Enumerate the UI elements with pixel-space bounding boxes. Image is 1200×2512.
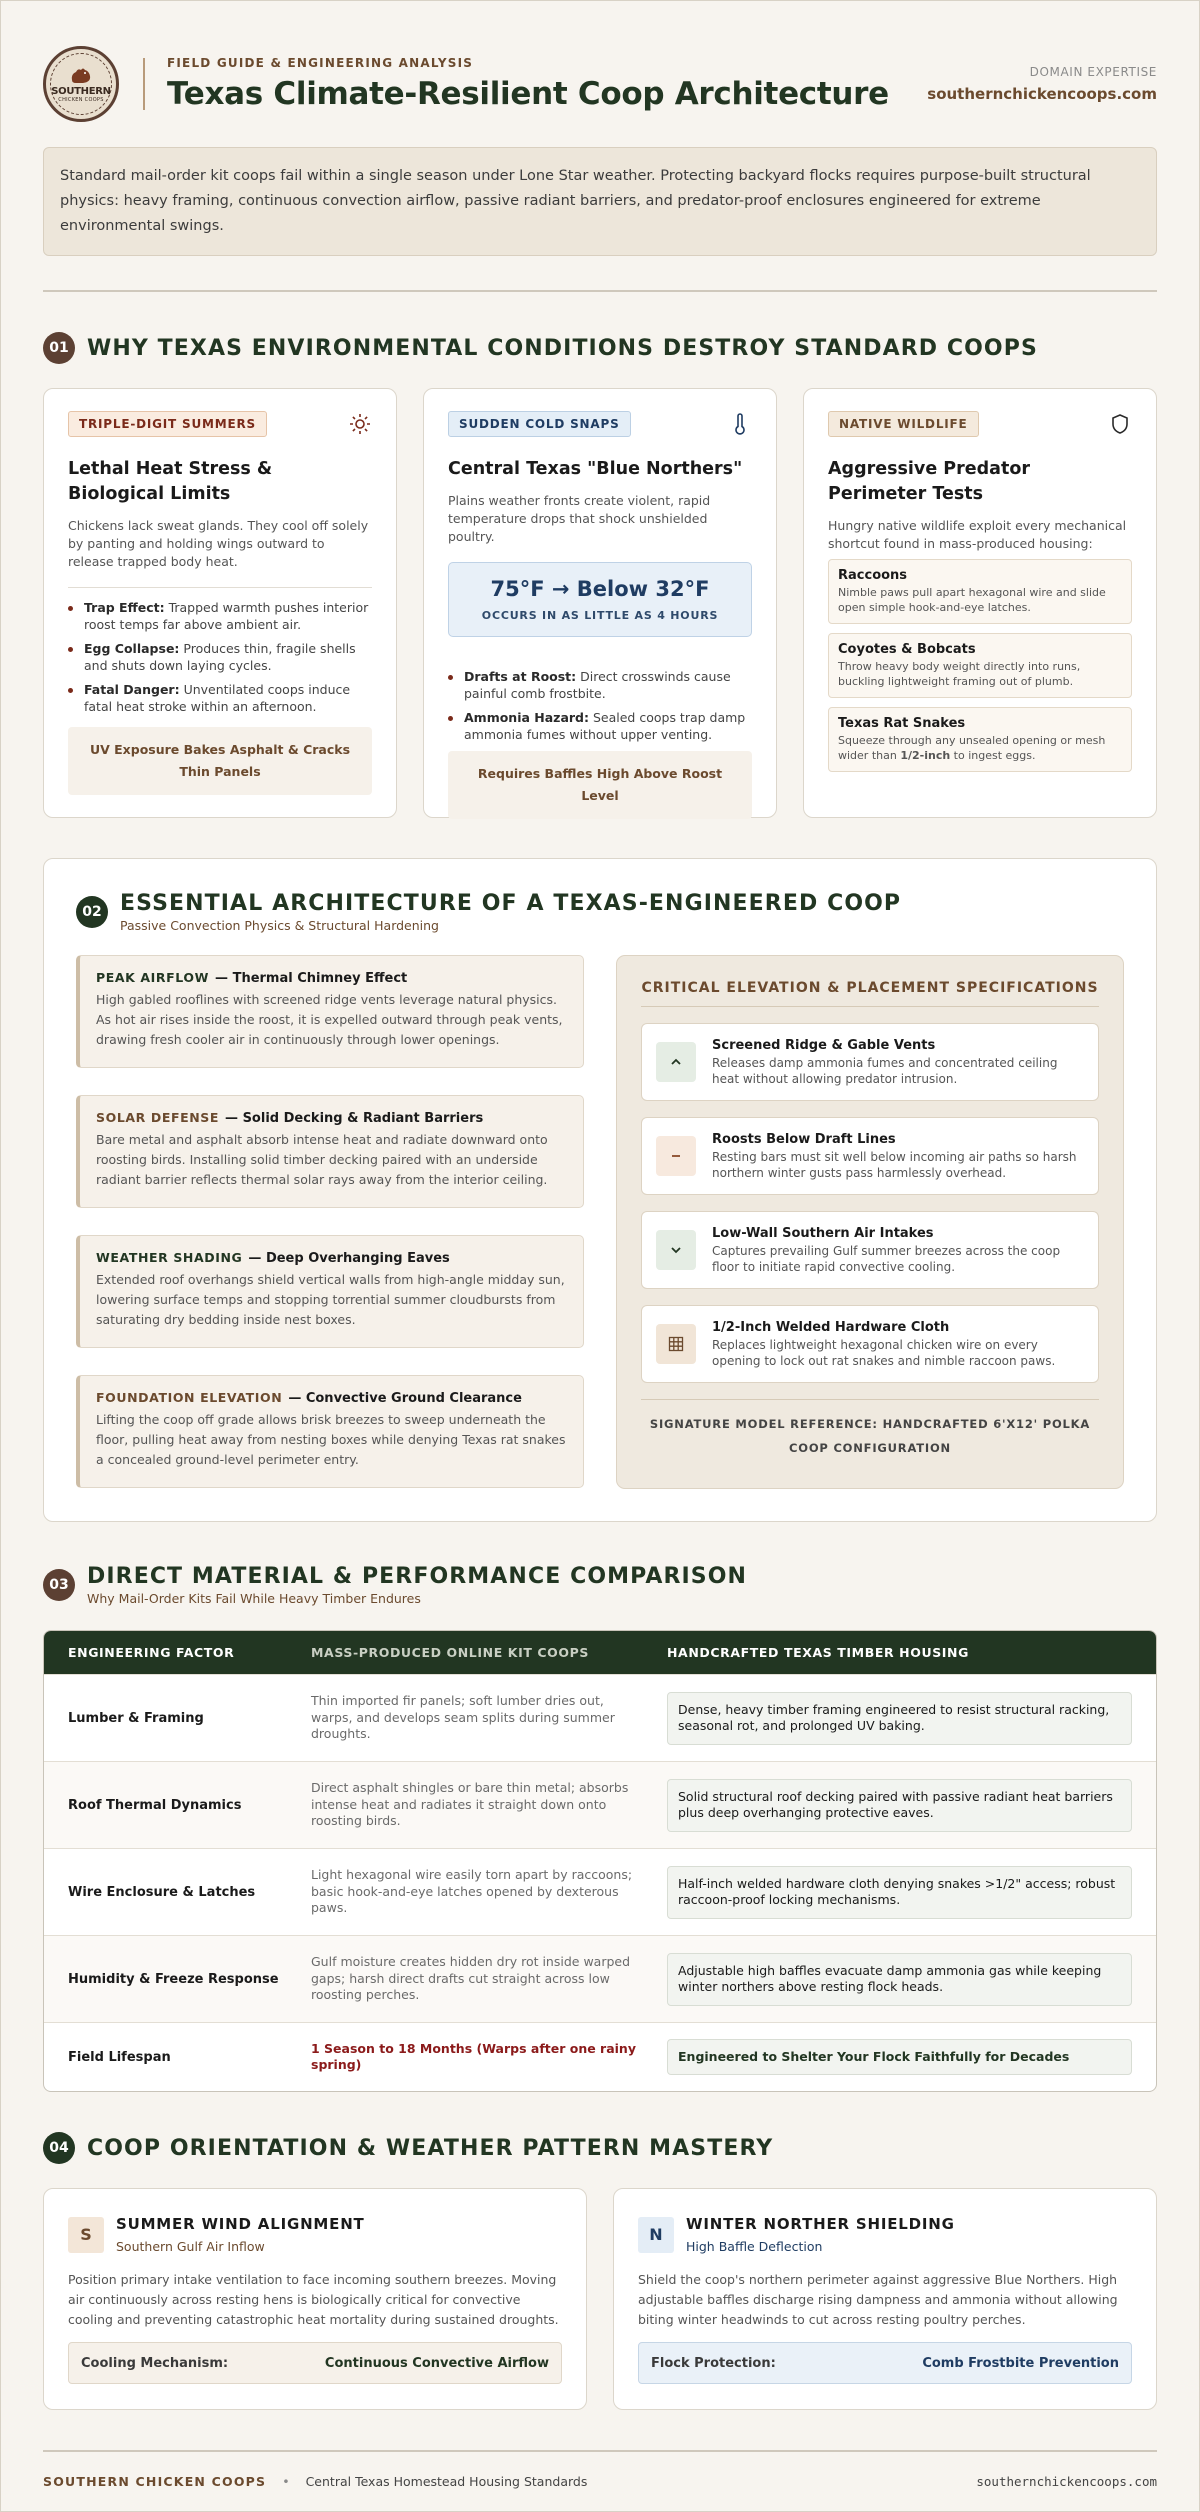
temperature-range: 75°F → Below 32°F — [490, 577, 710, 601]
heat-card — [43, 388, 397, 818]
section-number: 01 — [43, 332, 75, 364]
footer-link[interactable]: southernchickencoops.com — [976, 2474, 1157, 2489]
section-subtitle: Why Mail-Order Kits Fail While Heavy Timber Endures — [87, 1591, 421, 1606]
list-item: Drafts at Roost: Direct crosswinds cause painful comb frostbite. — [448, 669, 752, 702]
kit-cell: Direct asphalt shingles or bare thin metal; absorbs intense heat and radiates it straight down onto roosting birds. — [311, 1780, 629, 1829]
section-number: 03 — [43, 1569, 75, 1601]
timber-cell: Dense, heavy timber framing engineered to resist structural racking, seasonal rot, and prolonged UV baking. — [667, 1692, 1132, 1745]
chevron-up-icon — [656, 1042, 696, 1082]
feature-name: — Convective Ground Clearance — [288, 1391, 522, 1406]
factor-cell: Humidity & Freeze Response — [68, 1971, 279, 1987]
cold-card — [423, 388, 777, 818]
kit-cell: Thin imported fir panels; soft lumber dries out, warps, and develops seam splits during summer droughts. — [311, 1693, 615, 1742]
feature-tag: FOUNDATION ELEVATION — [96, 1390, 283, 1405]
predator-name: Texas Rat Snakes — [838, 716, 966, 731]
bar-value: Continuous Convective Airflow — [324, 2355, 549, 2371]
intro-callout: Standard mail-order kit coops fail within a single season under Lone Star weather. Protecting backyard flocks requires purpose-built structural physics: heavy framing, continuous convection airflow, passive radiant barriers, and predator-proof enclosures engineered for extreme environmental swings. — [43, 147, 1157, 256]
card-heading: Central Texas "Blue Northers" — [448, 459, 743, 479]
chevron-down-icon — [656, 1230, 696, 1270]
card-heading: WINTER NORTHER SHIELDING — [686, 2215, 955, 2233]
list-item: Fatal Danger: Unventilated coops induce fatal heat stroke within an afternoon. — [68, 682, 372, 715]
card-footer-note: UV Exposure Bakes Asphalt & Cracks Thin Panels — [68, 727, 372, 795]
spec-title: 1/2-Inch Welded Hardware Cloth — [712, 1319, 950, 1335]
conditions-cards — [43, 388, 1157, 818]
card-body: Chickens lack sweat glands. They cool off solely by panting and holding wings outward to release trapped body heat. — [68, 518, 369, 569]
factor-cell: Roof Thermal Dynamics — [68, 1797, 242, 1813]
section-title: WHY TEXAS ENVIRONMENTAL CONDITIONS DESTROY STANDARD COOPS — [87, 335, 1038, 361]
shield-icon — [1108, 412, 1132, 436]
dash-icon — [656, 1136, 696, 1176]
feature-name: — Thermal Chimney Effect — [215, 971, 408, 986]
timber-cell: Adjustable high baffles evacuate damp ammonia gas while keeping winter northers above resting flock heads. — [667, 1953, 1132, 2006]
predator-text: Throw heavy body weight directly into runs, buckling lightweight framing out of plumb. — [838, 660, 1081, 688]
section-number: 04 — [43, 2132, 75, 2164]
section-3-heading — [43, 1564, 1157, 1606]
predator-list — [828, 559, 1132, 781]
feature-tag: SOLAR DEFENSE — [96, 1110, 220, 1125]
feature-tag: WEATHER SHADING — [96, 1250, 243, 1265]
spec-title: Roosts Below Draft Lines — [712, 1131, 896, 1147]
section-2-heading — [76, 891, 1124, 933]
feature-text: Lifting the coop off grade allows brisk breezes to sweep underneath the floor, pulling heat away from nesting boxes while denying Texas rat snakes a concealed ground-level perimeter entry. — [96, 1412, 566, 1467]
spec-title: Screened Ridge & Gable Vents — [712, 1037, 936, 1053]
temperature-note: OCCURS IN AS LITTLE AS 4 HOURS — [481, 609, 719, 622]
page-title: Texas Climate-Resilient Coop Architecture — [167, 76, 889, 112]
bar-label: Flock Protection: — [651, 2355, 776, 2371]
kit-cell: Gulf moisture creates hidden dry rot inside warped gaps; harsh direct drafts cut straight across low roosting perches. — [311, 1954, 631, 2003]
card-body: Position primary intake ventilation to face incoming southern breezes. Moving air continuously across resting hens is biologically critical for convective cooling and preventing catastrophic heat mortality during sustained droughts. — [68, 2272, 559, 2327]
predator-item — [828, 559, 1132, 624]
predator-name: Coyotes & Bobcats — [838, 642, 976, 657]
list-item: Egg Collapse: Produces thin, fragile shells and shuts down laying cycles. — [68, 641, 372, 674]
feature-tag: PEAK AIRFLOW — [96, 970, 210, 985]
bar-value: Comb Frostbite Prevention — [922, 2355, 1119, 2371]
bullet-list — [68, 600, 372, 723]
table-row — [44, 1675, 1156, 1762]
domain-label: DOMAIN EXPERTISE — [1029, 65, 1157, 79]
grid-icon — [656, 1324, 696, 1364]
predator-item — [828, 707, 1132, 772]
predator-text: Squeeze through any unsealed opening or mesh wider than 1/2-inch to ingest eggs. — [838, 734, 1106, 762]
protection-bar — [638, 2342, 1132, 2384]
logo-text: SOUTHERN — [51, 85, 111, 97]
section-subtitle: Passive Convection Physics & Structural Hardening — [120, 918, 439, 933]
factor-cell: Lumber & Framing — [68, 1710, 204, 1726]
feature-card — [76, 1375, 584, 1488]
feature-name: — Solid Decking & Radiant Barriers — [225, 1111, 484, 1126]
page-footer — [43, 2474, 1157, 2489]
card-tag: SUDDEN COLD SNAPS — [448, 411, 631, 437]
feature-text: Extended roof overhangs shield vertical walls from high-angle midday sun, lowering surface temps and stopping torrential summer cloudbursts from saturating dry bedding inside nest boxes. — [96, 1272, 565, 1327]
spec-text: Replaces lightweight hexagonal chicken wire on every opening to lock out rat snakes and nimble raccoon paws. — [712, 1337, 1056, 1368]
factor-cell: Wire Enclosure & Latches — [68, 1884, 256, 1900]
brand-logo[interactable] — [43, 46, 119, 122]
card-body: Shield the coop's northern perimeter against aggressive Blue Northers. High adjustable baffles discharge rising dampness and ammonia without allowing biting winter headwinds to cut across resting poultry perches. — [638, 2272, 1118, 2327]
footer-brand: SOUTHERN CHICKEN COOPS — [43, 2474, 267, 2489]
header-eyebrow: FIELD GUIDE & ENGINEERING ANALYSIS — [167, 56, 474, 70]
divider — [43, 290, 1157, 292]
timber-cell: Half-inch welded hardware cloth denying snakes >1/2" access; robust raccoon-proof locking mechanisms. — [667, 1866, 1132, 1919]
thermometer-icon — [728, 412, 752, 436]
bar-label: Cooling Mechanism: — [81, 2355, 229, 2371]
domain-link[interactable]: southernchickencoops.com — [927, 85, 1157, 103]
architecture-section — [43, 858, 1157, 1522]
divider — [641, 1399, 1099, 1400]
card-heading: Lethal Heat Stress & Biological Limits — [68, 459, 273, 504]
section-1-heading — [43, 332, 1157, 364]
spec-item — [641, 1023, 1099, 1101]
feature-list — [76, 955, 584, 1489]
winter-card — [613, 2188, 1157, 2410]
spec-text: Resting bars must sit well below incoming air paths so harsh northern winter gusts pass harmlessly overhead. — [712, 1149, 1077, 1180]
logo-subtext: CHICKEN COOPS — [58, 96, 104, 103]
card-tag: NATIVE WILDLIFE — [828, 411, 979, 437]
timber-cell: Engineered to Shelter Your Flock Faithfully for Decades — [667, 2039, 1132, 2076]
spec-item — [641, 1211, 1099, 1289]
north-badge: N — [638, 2217, 674, 2253]
section-title: ESSENTIAL ARCHITECTURE OF A TEXAS-ENGINEERED COOP — [120, 891, 902, 916]
column-header: HANDCRAFTED TEXAS TIMBER HOUSING — [667, 1645, 969, 1660]
hen-icon — [68, 66, 94, 86]
feature-card — [76, 955, 584, 1068]
column-header: MASS-PRODUCED ONLINE KIT COOPS — [311, 1645, 589, 1660]
wildlife-card — [803, 388, 1157, 818]
specifications-title: CRITICAL ELEVATION & PLACEMENT SPECIFICATIONS — [641, 980, 1099, 1007]
spec-item — [641, 1117, 1099, 1195]
table-header-row — [44, 1631, 1156, 1675]
footer-separator: • — [282, 2474, 290, 2489]
temperature-drop-callout — [448, 562, 752, 637]
mechanism-bar — [68, 2342, 562, 2384]
divider — [43, 2450, 1157, 2452]
divider — [68, 587, 372, 588]
model-reference: SIGNATURE MODEL REFERENCE: HANDCRAFTED 6'X12' POLKA COOP CONFIGURATION — [649, 1417, 1091, 1455]
card-body: Plains weather fronts create violent, rapid temperature drops that shock unshielded poultry. — [448, 493, 711, 544]
feature-name: — Deep Overhanging Eaves — [248, 1251, 450, 1266]
table-row — [44, 2023, 1156, 2091]
card-subtitle: High Baffle Deflection — [686, 2239, 823, 2254]
kit-cell: 1 Season to 18 Months (Warps after one rainy spring) — [311, 2040, 636, 2072]
page-header — [43, 1, 1157, 161]
table-row — [44, 1849, 1156, 1936]
section-number: 02 — [76, 896, 108, 928]
card-heading: SUMMER WIND ALIGNMENT — [116, 2215, 365, 2233]
footer-standards: Central Texas Homestead Housing Standards — [305, 2474, 588, 2489]
specifications-panel — [616, 955, 1124, 1489]
spec-text: Captures prevailing Gulf summer breezes across the coop floor to initiate rapid convective cooling. — [712, 1243, 1061, 1274]
card-subtitle: Southern Gulf Air Inflow — [116, 2239, 265, 2254]
header-divider — [143, 58, 145, 110]
list-item: Ammonia Hazard: Sealed coops trap damp ammonia fumes without upper venting. — [448, 710, 752, 743]
card-body: Hungry native wildlife exploit every mechanical shortcut found in mass-produced housing: — [828, 518, 1127, 551]
table-row — [44, 1762, 1156, 1849]
comparison-table — [43, 1630, 1157, 2092]
spec-text: Releases damp ammonia fumes and concentrated ceiling heat without allowing predator intrusion. — [712, 1055, 1058, 1086]
kit-cell: Light hexagonal wire easily torn apart by raccoons; basic hook-and-eye latches opened by dexterous paws. — [311, 1867, 633, 1916]
bullet-list — [448, 669, 752, 751]
predator-name: Raccoons — [838, 568, 908, 583]
card-footer-note: Requires Baffles High Above Roost Level — [448, 751, 752, 819]
card-tag: TRIPLE-DIGIT SUMMERS — [68, 411, 267, 437]
factor-cell: Field Lifespan — [68, 2049, 171, 2065]
predator-text: Nimble paws pull apart hexagonal wire and slide open simple hook-and-eye latches. — [838, 586, 1106, 614]
feature-card — [76, 1235, 584, 1348]
orientation-cards — [43, 2188, 1157, 2410]
timber-cell: Solid structural roof decking paired with passive radiant heat barriers plus deep overhanging protective eaves. — [667, 1779, 1132, 1832]
card-heading: Aggressive Predator Perimeter Tests — [828, 459, 1030, 504]
section-4-heading — [43, 2132, 1157, 2164]
table-row — [44, 1936, 1156, 2023]
summer-card — [43, 2188, 587, 2410]
section-title: COOP ORIENTATION & WEATHER PATTERN MASTERY — [87, 2135, 774, 2161]
feature-text: High gabled rooflines with screened ridge vents leverage natural physics. As hot air rises inside the roost, it is expelled outward through peak vents, drawing fresh cooler air in continuously through lower openings. — [96, 992, 563, 1047]
south-badge: S — [68, 2217, 104, 2253]
feature-card — [76, 1095, 584, 1208]
section-title: DIRECT MATERIAL & PERFORMANCE COMPARISON — [87, 1564, 748, 1589]
column-header: ENGINEERING FACTOR — [68, 1645, 235, 1660]
feature-text: Bare metal and asphalt absorb intense heat and radiate downward onto roosting birds. Installing solid timber decking paired with an underside radiant barrier reflects thermal solar rays away from the interior ceiling. — [96, 1132, 548, 1187]
spec-title: Low-Wall Southern Air Intakes — [712, 1225, 934, 1241]
list-item: Trap Effect: Trapped warmth pushes interior roost temps far above ambient air. — [68, 600, 372, 633]
predator-item — [828, 633, 1132, 698]
sun-icon — [348, 412, 372, 436]
spec-item — [641, 1305, 1099, 1383]
